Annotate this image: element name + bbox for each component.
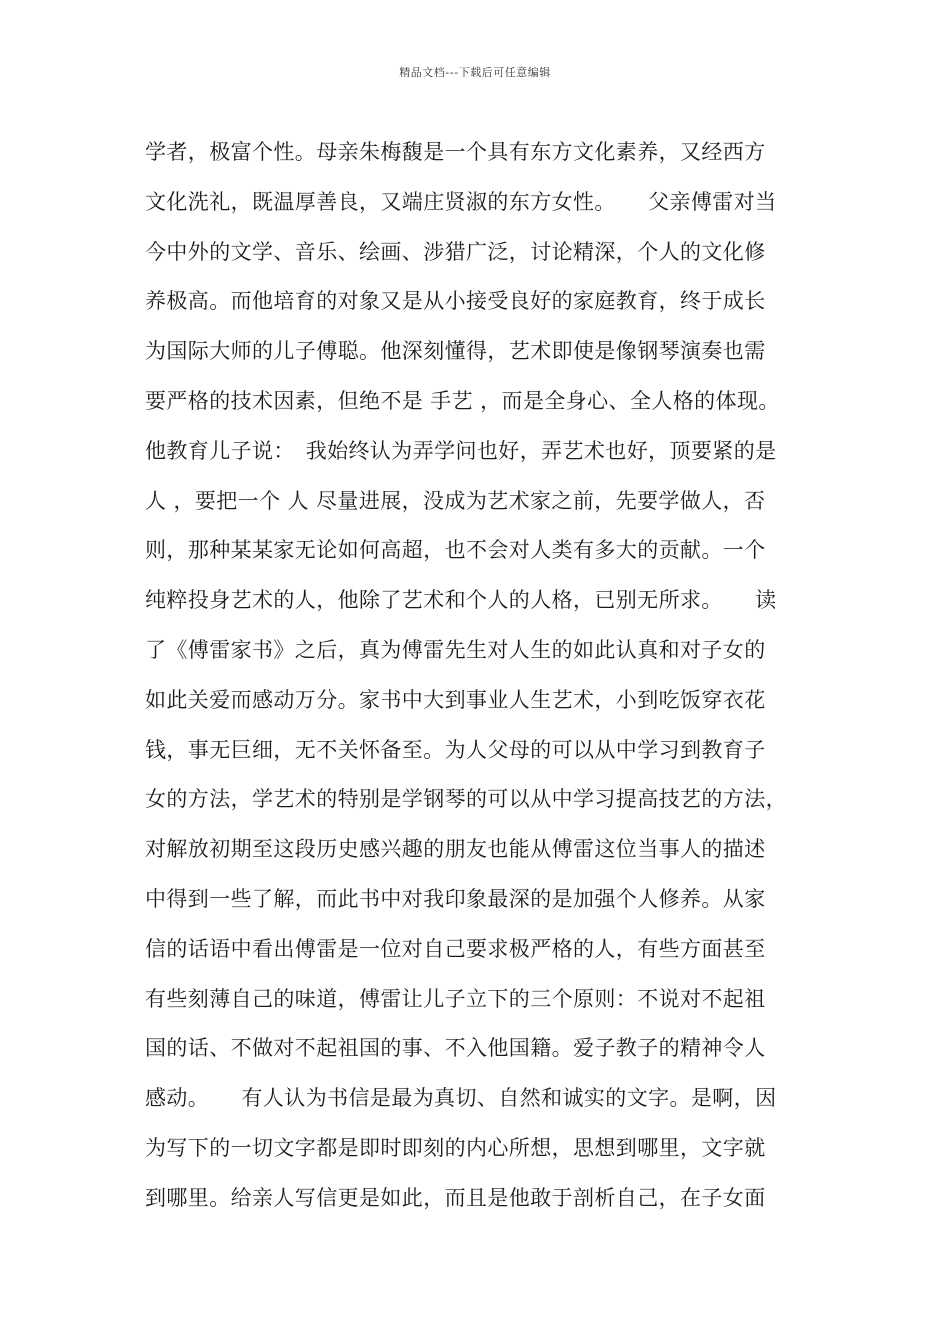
text-line: 如此关爱而感动万分。家书中大到事业人生艺术，小到吃饭穿衣花	[145, 687, 766, 712]
page-header: 精品文档---下载后可任意编辑	[399, 66, 551, 79]
body-text	[145, 128, 825, 1224]
text-line: 钱，事无巨细，无不关怀备至。为人父母的可以从中学习到教育子	[145, 737, 766, 762]
text-line: 要严格的技术因素，但绝不是 手艺 ，而是全身心、全人格的体现。	[145, 388, 780, 413]
text-line: 到哪里。给亲人写信更是如此，而且是他敢于剖析自己，在子女面	[145, 1185, 766, 1210]
text-line: 纯粹投身艺术的人，他除了艺术和个人的人格，已别无所求。 读	[145, 588, 777, 613]
text-line: 人 ，要把一个 人 尽量进展，没成为艺术家之前，先要学做人，否	[145, 488, 766, 513]
text-line: 则，那种某某家无论如何高超，也不会对人类有多大的贡献。一个	[145, 538, 766, 563]
text-line: 他教育儿子说： 我始终认为弄学问也好，弄艺术也好，顶要紧的是	[145, 438, 777, 463]
text-line: 了《傅雷家书》之后，真为傅雷先生对人生的如此认真和对子女的	[145, 637, 766, 662]
text-line: 养极高。而他培育的对象又是从小接受良好的家庭教育，终于成长	[145, 289, 766, 314]
text-line: 今中外的文学、音乐、绘画、涉猎广泛，讨论精深，个人的文化修	[145, 239, 766, 264]
text-line: 女的方法，学艺术的特别是学钢琴的可以从中学习提高技艺的方法，	[145, 787, 787, 812]
text-line: 为国际大师的儿子傅聪。他深刻懂得，艺术即使是像钢琴演奏也需	[145, 339, 766, 364]
text-line: 感动。 有人认为书信是最为真切、自然和诚实的文字。是啊，因	[145, 1086, 777, 1111]
text-line: 有些刻薄自己的味道，傅雷让儿子立下的三个原则：不说对不起祖	[145, 986, 766, 1011]
text-line: 文化洗礼，既温厚善良，又端庄贤淑的东方女性。 父亲傅雷对当	[145, 189, 777, 214]
text-line: 对解放初期至这段历史感兴趣的朋友也能从傅雷这位当事人的描述	[145, 837, 766, 862]
text-line: 中得到一些了解，而此书中对我印象最深的是加强个人修养。从家	[145, 886, 766, 911]
text-line: 信的话语中看出傅雷是一位对自己要求极严格的人，有些方面甚至	[145, 936, 766, 961]
text-line: 学者，极富个性。母亲朱梅馥是一个具有东方文化素养，又经西方	[145, 140, 766, 164]
text-line: 为写下的一切文字都是即时即刻的内心所想，思想到哪里，文字就	[145, 1135, 766, 1160]
text-line: 国的话、不做对不起祖国的事、不入他国籍。爱子教子的精神令人	[145, 1036, 766, 1061]
